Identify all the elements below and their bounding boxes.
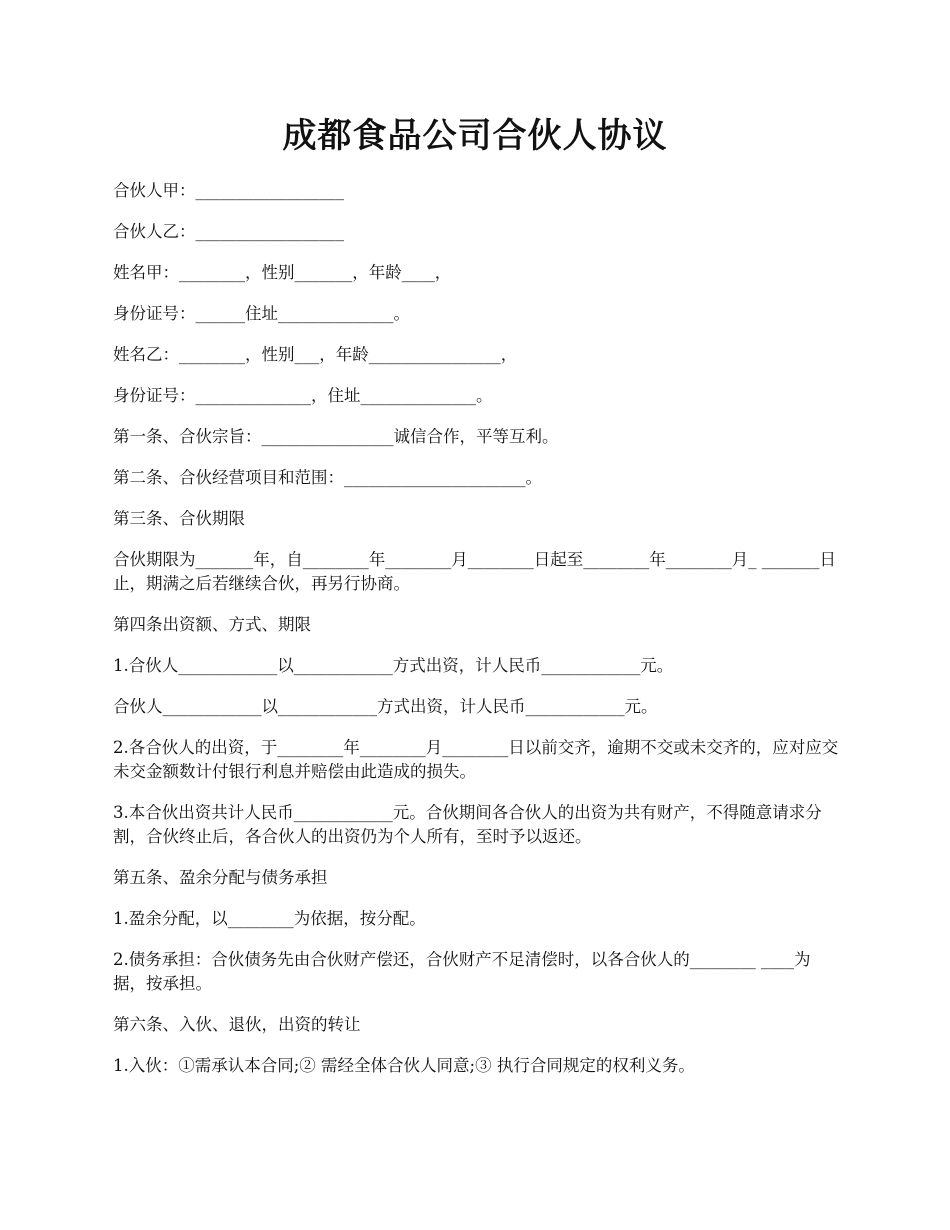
article-5-heading: 第五条、盈余分配与债务承担 bbox=[113, 868, 328, 887]
name-b-line: 姓名乙：________，性别___，年龄________________， bbox=[113, 345, 518, 364]
partner-b-line: 合伙人乙：__________________ bbox=[113, 222, 344, 241]
id-b-line: 身份证号：______________，住址______________。 bbox=[113, 386, 493, 405]
article-2: 第二条、合伙经营项目和范围：______________________。 bbox=[113, 468, 542, 487]
article-3-heading: 第三条、合伙期限 bbox=[113, 509, 245, 528]
article-6-item-1: 1.入伙：①需承认本合同;② 需经全体合伙人同意;③ 执行合同规定的权利义务。 bbox=[113, 1056, 695, 1075]
article-4-heading: 第四条出资额、方式、期限 bbox=[113, 615, 311, 634]
article-3-term: 合伙期限为_______年，自________年________月________日起至________年________月_ _______日止，期满之后若继续合伙，再另行协商。 bbox=[113, 550, 836, 593]
id-a-line: 身份证号：______住址______________。 bbox=[113, 304, 410, 323]
name-a-line: 姓名甲：________，性别_______，年龄____， bbox=[113, 263, 452, 282]
document-body bbox=[113, 179, 841, 1095]
article-1: 第一条、合伙宗旨：________________诚信合作，平等互利。 bbox=[113, 427, 559, 446]
article-4-item-1b: 合伙人____________以____________方式出资，计人民币____________元。 bbox=[113, 697, 658, 716]
document-title: 成都食品公司合伙人协议 bbox=[282, 116, 668, 156]
article-6-heading: 第六条、入伙、退伙，出资的转让 bbox=[113, 1015, 361, 1034]
article-4-item-3: 3.本合伙出资共计人民币____________元。合伙期间各合伙人的出资为共有财产，不得随意请求分割，合伙终止后，各合伙人的出资仍为个人所有，至时予以返还。 bbox=[113, 803, 822, 846]
article-4-item-2: 2.各合伙人的出资，于________年________月________日以前交齐，逾期不交或未交齐的，应对应交未交金额数计付银行利息并赔偿由此造成的损失。 bbox=[113, 738, 839, 781]
article-4-item-1: 1.合伙人____________以____________方式出资，计人民币____________元。 bbox=[113, 656, 674, 675]
article-5-item-2: 2.债务承担：合伙债务先由合伙财产偿还，合伙财产不足清偿时，以各合伙人的________ ____为据，按承担。 bbox=[113, 950, 811, 993]
partner-a-line: 合伙人甲：__________________ bbox=[113, 181, 344, 200]
article-5-item-1: 1.盈余分配，以________为依据，按分配。 bbox=[113, 909, 426, 928]
